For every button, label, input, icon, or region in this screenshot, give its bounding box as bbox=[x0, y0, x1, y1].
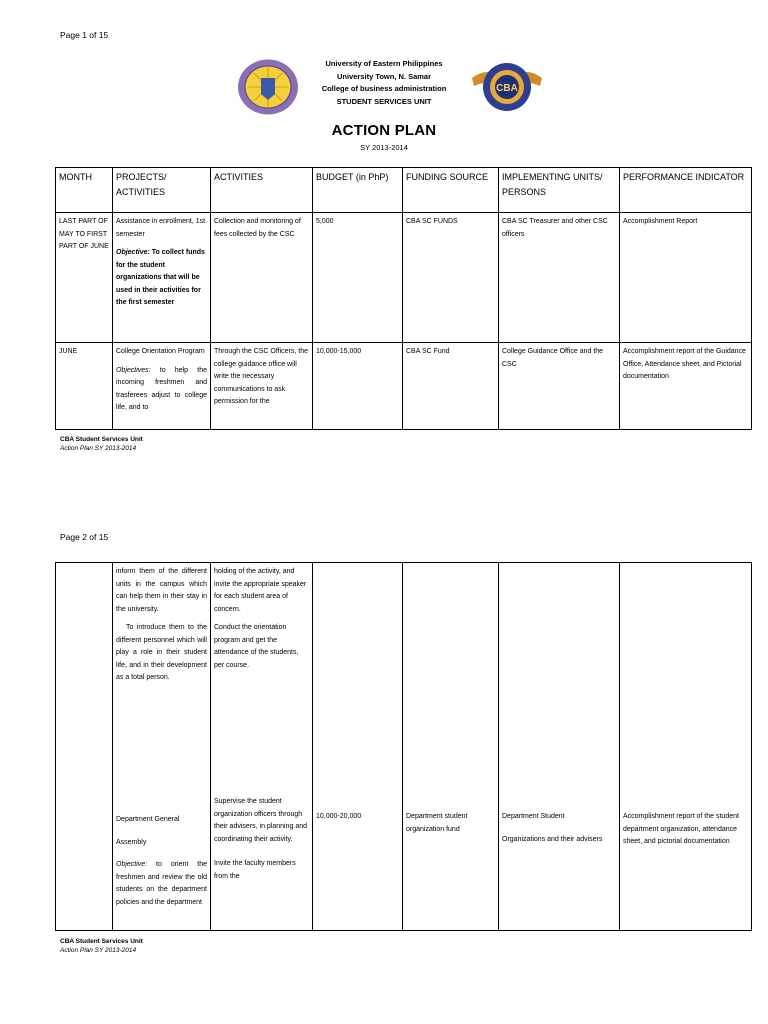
footer-unit: CBA Student Services Unit bbox=[60, 436, 143, 443]
activities-cell: Through the CSC Officers, the college guidance office will write the necessary communications to ask permission for the bbox=[211, 343, 313, 430]
page-number: Page 1 of 15 bbox=[60, 30, 109, 40]
month-cell: LAST PART OF MAY TO FIRST PART OF JUNE bbox=[56, 213, 113, 343]
objective-label: Objectives: bbox=[116, 366, 151, 374]
implementing-cell bbox=[499, 563, 620, 931]
column-header: IMPLEMENTING UNITS/ PERSONS bbox=[499, 168, 620, 213]
column-header: FUNDING SOURCE bbox=[403, 168, 499, 213]
table-header-row bbox=[56, 168, 752, 213]
page-number: Page 2 of 15 bbox=[60, 532, 109, 542]
objective-block bbox=[116, 365, 207, 415]
document-header bbox=[0, 58, 768, 108]
indicator-value: Accomplishment report of the student department organization, attendance sheet, and pictorial documentation bbox=[623, 813, 739, 845]
table-row bbox=[56, 563, 752, 931]
header-address: University Town, N. Samar bbox=[336, 71, 432, 81]
column-header: ACTIVITIES bbox=[211, 168, 313, 213]
footer-unit: CBA Student Services Unit bbox=[60, 938, 143, 945]
footer-plan: Action Plan SY 2013-2014 bbox=[60, 947, 137, 954]
objective-label: Objective: bbox=[116, 249, 150, 256]
implementing-value: Organizations and their advisers bbox=[502, 835, 603, 843]
column-header: MONTH bbox=[56, 168, 113, 213]
objective-label: Objective: bbox=[116, 861, 148, 868]
budget-cell bbox=[313, 563, 403, 931]
funding-cell: CBA SC Fund bbox=[403, 343, 499, 430]
activities-text: Invite the faculty members from the bbox=[214, 860, 296, 880]
funding-value: Department student organization fund bbox=[406, 813, 468, 833]
school-year: SY 2013-2014 bbox=[360, 143, 408, 152]
footer-plan: Action Plan SY 2013-2014 bbox=[60, 445, 137, 452]
project-text: inform them of the different units in the campus which can help them in their stay in the university. bbox=[116, 568, 207, 613]
document-page-1 bbox=[0, 0, 768, 470]
funding-cell bbox=[403, 563, 499, 931]
project-cell bbox=[113, 563, 211, 931]
page-footer bbox=[60, 435, 143, 453]
objective-block bbox=[116, 859, 207, 909]
page-footer bbox=[60, 937, 143, 955]
indicator-cell: Accomplishment report of the Guidance Office, Attendance sheet, and Pictorial documentation bbox=[620, 343, 752, 430]
column-header: BUDGET (in PhP) bbox=[313, 168, 403, 213]
month-cell bbox=[56, 563, 113, 931]
indicator-cell bbox=[620, 563, 752, 931]
project-title: College Orientation Program bbox=[116, 348, 205, 355]
objective-block bbox=[116, 249, 205, 306]
header-university: University of Eastern Philippines bbox=[325, 59, 443, 68]
document-page-2 bbox=[0, 512, 768, 1024]
activities-text: holding of the activity, and invite the appropriate speaker for each student area of concern. bbox=[214, 568, 307, 613]
header-college: College of business administration bbox=[321, 84, 447, 93]
page-gap bbox=[0, 470, 768, 512]
activities-cell bbox=[211, 563, 313, 931]
project-text: To introduce them to the different personnel which will play a role in their student life, and in their development as a total person. bbox=[116, 624, 207, 681]
column-header: PROJECTS/ ACTIVITIES bbox=[113, 168, 211, 213]
implementing-cell: College Guidance Office and the CSC bbox=[499, 343, 620, 430]
objective-text: to orient the freshmen and review the old students on the department policies and the department bbox=[116, 861, 207, 906]
cba-logo-text: CBA bbox=[496, 83, 518, 94]
objective-text: To collect funds for the student organizations that will be used in their activities for the first semester bbox=[116, 249, 205, 306]
activities-text: Supervise the student organization officers through their advisers, in planning and coordinating their activity. bbox=[214, 798, 308, 843]
implementing-value: Department Student bbox=[502, 813, 565, 820]
activities-cell: Collection and monitoring of fees collected by the CSC bbox=[211, 213, 313, 343]
header-unit: STUDENT SERVICES UNIT bbox=[336, 96, 432, 106]
budget-cell: 10,000-15,000 bbox=[313, 343, 403, 430]
activities-text: Conduct the orientation program and get the attendance of the students, per course. bbox=[214, 624, 299, 669]
objective-text: to help the incoming freshmen and trasferees adjust to college life, and to bbox=[116, 366, 207, 411]
budget-cell: 5,000 bbox=[313, 213, 403, 343]
page-title: ACTION PLAN bbox=[331, 122, 437, 139]
action-plan-table-continued bbox=[55, 562, 752, 931]
implementing-cell: CBA SC Treasurer and other CSC officers bbox=[499, 213, 620, 343]
project-title: Department General bbox=[116, 816, 180, 823]
funding-cell: CBA SC FUNDS bbox=[403, 213, 499, 343]
column-header: PERFORMANCE INDICATOR bbox=[620, 168, 752, 213]
month-cell: JUNE bbox=[56, 343, 113, 430]
table-row bbox=[56, 343, 752, 430]
action-plan-table bbox=[55, 167, 752, 430]
project-cell bbox=[113, 343, 211, 430]
project-cell bbox=[113, 213, 211, 343]
indicator-cell: Accomplishment Report bbox=[620, 213, 752, 343]
table-row bbox=[56, 213, 752, 343]
budget-value: 10,000-20,000 bbox=[316, 813, 362, 820]
project-title: Assistance in enrollment, 1st semester bbox=[116, 218, 206, 238]
cba-seal-logo bbox=[470, 56, 544, 118]
project-title: Assembly bbox=[116, 838, 147, 846]
